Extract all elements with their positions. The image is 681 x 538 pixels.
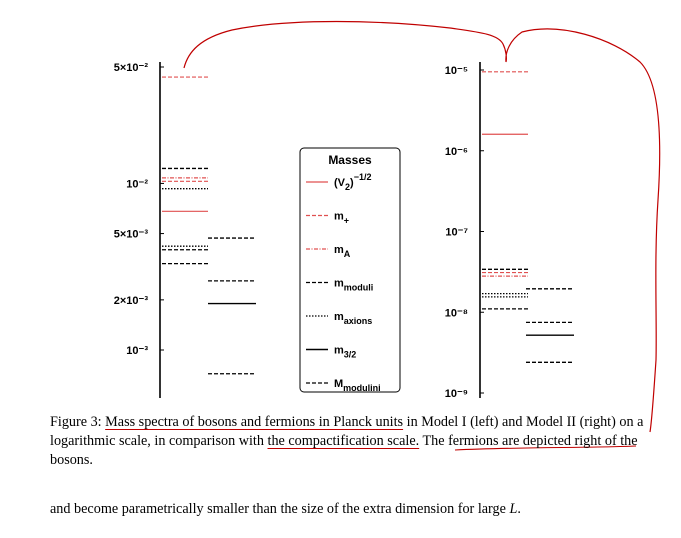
caption-text-1: in Model I (left) and Model II (right) on a logarithmic scale, in comparison with (50, 414, 644, 449)
panel-2-tick-label-0: 10⁻⁵ (444, 65, 468, 77)
panel-2-tick-label-1: 10⁻⁶ (444, 145, 468, 158)
caption-text-2: The fermions are depicted right of the bosons. (50, 433, 638, 468)
legend-label-sub: modulini (343, 383, 381, 393)
panel-1-tick-label-4: 10⁻³ (126, 345, 148, 357)
legend-label-sub: A (343, 249, 351, 259)
body-text-var: L (509, 501, 518, 517)
legend-label-sub: moduli (343, 282, 374, 293)
panel-1-tick-label-3: 2×10⁻³ (113, 294, 148, 307)
legend-label-sub: 3/2 (343, 349, 357, 360)
legend-box (300, 148, 400, 393)
legend-label-main: m (334, 344, 344, 357)
panel-1-tick-label-0: 5×10⁻² (113, 62, 148, 74)
body-text-after: . (517, 501, 521, 517)
legend-label-main: M (334, 378, 344, 390)
body-text-before: and become parametrically smaller than the size of the extra dimension for large (50, 501, 510, 517)
caption-fig-label: Figure 3: (50, 414, 106, 430)
panel-1-tick-label-2: 5×10⁻³ (113, 228, 148, 241)
legend-label-close: ) (350, 177, 354, 189)
legend-label-main: m (334, 277, 344, 290)
legend-label-sub: 2 (345, 182, 351, 192)
caption-underline-2: the compactification scale. (267, 433, 420, 449)
legend-label-main: (V (334, 177, 345, 189)
legend-title: Masses (328, 153, 372, 167)
panel-2-tick-label-3: 10⁻⁸ (444, 307, 468, 320)
legend-label-main: m (334, 244, 344, 256)
panel-1-tick-label-1: 10⁻² (126, 178, 148, 191)
panel-2-tick-label-4: 10⁻⁹ (444, 388, 468, 400)
red-pen-annotation (184, 22, 660, 451)
panel-2-tick-label-2: 10⁻⁷ (445, 226, 468, 239)
legend-label-sub: axions (343, 316, 373, 326)
legend-label-main: m (334, 210, 344, 223)
body-paragraph (50, 500, 650, 519)
legend-label-sub: + (343, 215, 350, 226)
figure-caption (50, 413, 650, 470)
axes-layer (114, 62, 484, 400)
red-pen-bracket (184, 22, 660, 433)
legend-label-main: m (334, 311, 344, 323)
caption-underline-1: Mass spectra of bosons and fermions in Planck units (105, 414, 404, 430)
legend-label-sup: −1/2 (353, 172, 372, 182)
